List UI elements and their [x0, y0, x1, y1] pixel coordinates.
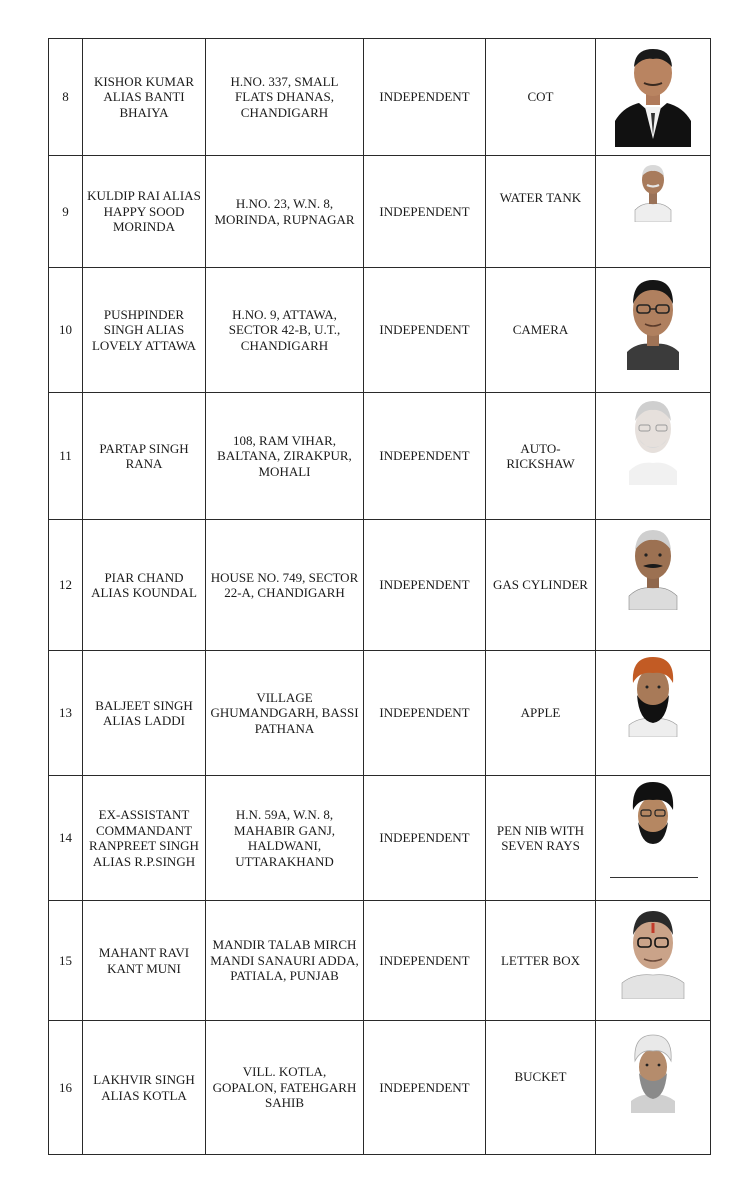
candidate-address: H.N. 59A, W.N. 8, MAHABIR GANJ, HALDWANI, UTTARAKHAND [206, 776, 364, 901]
candidate-symbol: PEN NIB WITH SEVEN RAYS [486, 776, 596, 901]
candidate-photo-cell [596, 520, 711, 651]
candidate-name: LAKHVIR SINGH ALIAS KOTLA [83, 1021, 206, 1155]
candidate-address: H.NO. 9, ATTAWA, SECTOR 42-B, U.T., CHANDIGARH [206, 268, 364, 393]
candidate-name: PUSHPINDER SINGH ALIAS LOVELY ATTAWA [83, 268, 206, 393]
candidate-photo-cell [596, 651, 711, 776]
candidate-name: EX-ASSISTANT COMMANDANT RANPREET SINGH ALIAS R.P.SINGH [83, 776, 206, 901]
candidate-party: INDEPENDENT [364, 393, 486, 520]
candidate-name: KULDIP RAI ALIAS HAPPY SOOD MORINDA [83, 156, 206, 268]
candidate-name: PARTAP SINGH RANA [83, 393, 206, 520]
candidate-photo-portrait-tilak [618, 903, 688, 999]
candidate-photo-portrait-small [631, 160, 675, 222]
serial-number: 9 [49, 156, 83, 268]
candidate-photo-cell [596, 268, 711, 393]
candidate-address: HOUSE NO. 749, SECTOR 22-A, CHANDIGARH [206, 520, 364, 651]
table-row [49, 39, 711, 156]
candidate-symbol: BUCKET [486, 1021, 596, 1155]
signature-line [610, 877, 698, 878]
candidate-name: MAHANT RAVI KANT MUNI [83, 901, 206, 1021]
table-row [49, 651, 711, 776]
candidate-party: INDEPENDENT [364, 776, 486, 901]
candidate-photo-cell [596, 776, 711, 901]
table-row [49, 393, 711, 520]
candidate-symbol: GAS CYLINDER [486, 520, 596, 651]
candidate-address: H.NO. 23, W.N. 8, MORINDA, RUPNAGAR [206, 156, 364, 268]
table-row [49, 520, 711, 651]
serial-number: 11 [49, 393, 83, 520]
candidate-photo-cell [596, 39, 711, 156]
candidate-address: VILL. KOTLA, GOPALON, FATEHGARH SAHIB [206, 1021, 364, 1155]
candidate-name: PIAR CHAND ALIAS KOUNDAL [83, 520, 206, 651]
candidate-photo-cell [596, 1021, 711, 1155]
candidate-photo-portrait-suit [613, 43, 693, 147]
table-row [49, 156, 711, 268]
table-row [49, 776, 711, 901]
table-row [49, 268, 711, 393]
table-row [49, 901, 711, 1021]
candidate-party: INDEPENDENT [364, 1021, 486, 1155]
candidate-symbol: APPLE [486, 651, 596, 776]
candidate-party: INDEPENDENT [364, 651, 486, 776]
candidate-party: INDEPENDENT [364, 268, 486, 393]
candidate-name: BALJEET SINGH ALIAS LADDI [83, 651, 206, 776]
candidate-party: INDEPENDENT [364, 156, 486, 268]
serial-number: 15 [49, 901, 83, 1021]
candidate-photo-portrait-faded [623, 395, 683, 485]
serial-number: 8 [49, 39, 83, 156]
candidate-photo-portrait-turban-black [623, 778, 683, 850]
candidate-party: INDEPENDENT [364, 39, 486, 156]
serial-number: 13 [49, 651, 83, 776]
serial-number: 16 [49, 1021, 83, 1155]
candidate-photo-portrait-glasses [623, 274, 683, 370]
candidate-symbol: COT [486, 39, 596, 156]
candidate-symbol: LETTER BOX [486, 901, 596, 1021]
candidate-address: VILLAGE GHUMANDGARH, BASSI PATHANA [206, 651, 364, 776]
candidate-party: INDEPENDENT [364, 901, 486, 1021]
serial-number: 12 [49, 520, 83, 651]
candidate-photo-portrait-turban-white [627, 1031, 679, 1113]
candidate-address: 108, RAM VIHAR, BALTANA, ZIRAKPUR, MOHALI [206, 393, 364, 520]
candidate-photo-cell [596, 901, 711, 1021]
candidate-photo-portrait-turban-orange [623, 653, 683, 737]
candidate-symbol: WATER TANK [486, 156, 596, 268]
table-row [49, 1021, 711, 1155]
candidate-photo-cell [596, 393, 711, 520]
candidate-name: KISHOR KUMAR ALIAS BANTI BHAIYA [83, 39, 206, 156]
candidate-address: H.NO. 337, SMALL FLATS DHANAS, CHANDIGARH [206, 39, 364, 156]
candidate-address: MANDIR TALAB MIRCH MANDI SANAURI ADDA, PATIALA, PUNJAB [206, 901, 364, 1021]
candidate-photo-portrait-mustache [625, 524, 681, 610]
serial-number: 10 [49, 268, 83, 393]
candidate-table [48, 38, 711, 1155]
candidate-photo-cell [596, 156, 711, 268]
serial-number: 14 [49, 776, 83, 901]
candidate-party: INDEPENDENT [364, 520, 486, 651]
candidate-symbol: CAMERA [486, 268, 596, 393]
candidate-list-sheet [48, 38, 710, 1155]
candidate-symbol: AUTO-RICKSHAW [486, 393, 596, 520]
